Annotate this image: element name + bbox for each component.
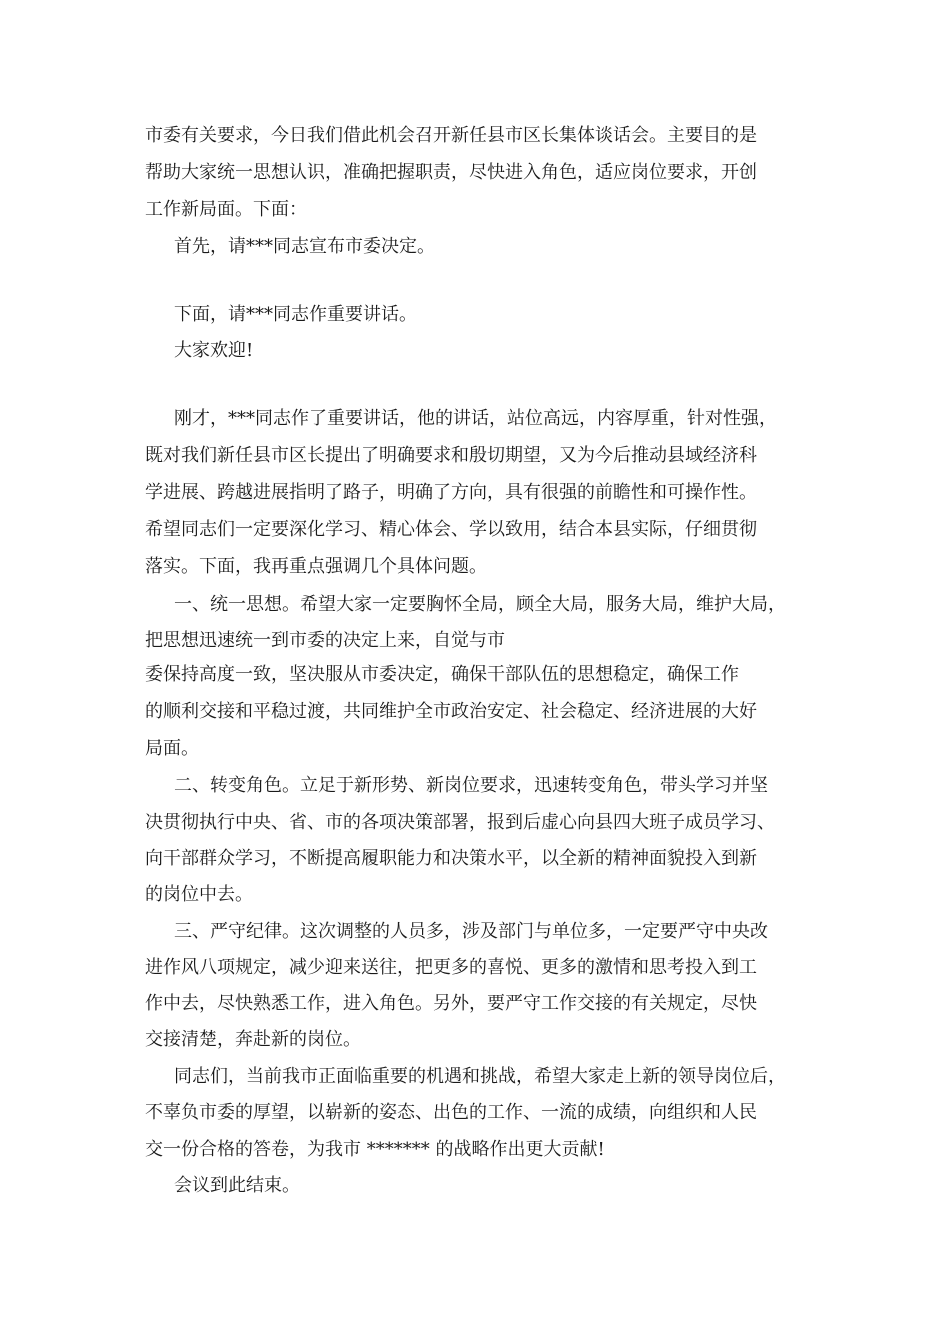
- paragraph-line: 把思想迅速统一到市委的决定上来，自觉与市: [145, 630, 505, 651]
- paragraph-line: 向干部群众学习，不断提高履职能力和决策水平，以全新的精神面貌投入到新: [145, 848, 757, 869]
- paragraph-line: 市委有关要求，今日我们借此机会召开新任县市区长集体谈话会。主要目的是: [145, 125, 757, 146]
- paragraph-line: 同志们，当前我市正面临重要的机遇和挑战，希望大家走上新的领导岗位后，: [174, 1066, 786, 1087]
- paragraph-line: 进作风八项规定，减少迎来送往，把更多的喜悦、更多的激情和思考投入到工: [145, 957, 757, 978]
- paragraph-line: 不辜负市委的厚望，以崭新的姿态、出色的工作、一流的成绩，向组织和人民: [145, 1102, 757, 1123]
- paragraph-line: 三、严守纪律。这次调整的人员多，涉及部门与单位多，一定要严守中央改: [174, 921, 768, 942]
- paragraph-line: 委保持高度一致，坚决服从市委决定，确保干部队伍的思想稳定，确保工作: [145, 664, 739, 685]
- paragraph-line: 刚才，***同志作了重要讲话，他的讲话，站位高远，内容厚重，针对性强，: [174, 408, 777, 429]
- paragraph-line: 工作新局面。下面：: [145, 199, 307, 220]
- paragraph-line: 学进展、跨越进展指明了路子，明确了方向，具有很强的前瞻性和可操作性。: [145, 482, 757, 503]
- paragraph-line: 希望同志们一定要深化学习、精心体会、学以致用，结合本县实际，仔细贯彻: [145, 519, 757, 540]
- paragraph-line: 大家欢迎!: [174, 340, 254, 361]
- paragraph-line: 首先，请***同志宣布市委决定。: [174, 236, 435, 257]
- paragraph-line: 既对我们新任县市区长提出了明确要求和殷切期望，又为今后推动县域经济科: [145, 445, 757, 466]
- paragraph-line: 作中去，尽快熟悉工作，进入角色。另外，要严守工作交接的有关规定，尽快: [145, 993, 757, 1014]
- paragraph-line: 一、统一思想。希望大家一定要胸怀全局，顾全大局，服务大局，维护大局，: [174, 594, 786, 615]
- paragraph-line: 帮助大家统一思想认识，准确把握职责，尽快进入角色，适应岗位要求，开创: [145, 162, 757, 183]
- paragraph-line: 交接清楚，奔赴新的岗位。: [145, 1029, 361, 1050]
- paragraph-line: 交一份合格的答卷，为我市 ******* 的战略作出更大贡献!: [145, 1139, 605, 1160]
- paragraph-line: 的顺利交接和平稳过渡，共同维护全市政治安定、社会稳定、经济进展的大好: [145, 701, 757, 722]
- paragraph-line: 落实。下面，我再重点强调几个具体问题。: [145, 556, 487, 577]
- paragraph-line: 的岗位中去。: [145, 884, 253, 905]
- paragraph-line: 局面。: [145, 738, 199, 759]
- paragraph-line: 二、转变角色。立足于新形势、新岗位要求，迅速转变角色，带头学习并坚: [174, 775, 768, 796]
- paragraph-line: 决贯彻执行中央、省、市的各项决策部署，报到后虚心向县四大班子成员学习、: [145, 812, 775, 833]
- paragraph-line: 会议到此结束。: [174, 1175, 300, 1196]
- paragraph-line: 下面，请***同志作重要讲话。: [174, 304, 417, 325]
